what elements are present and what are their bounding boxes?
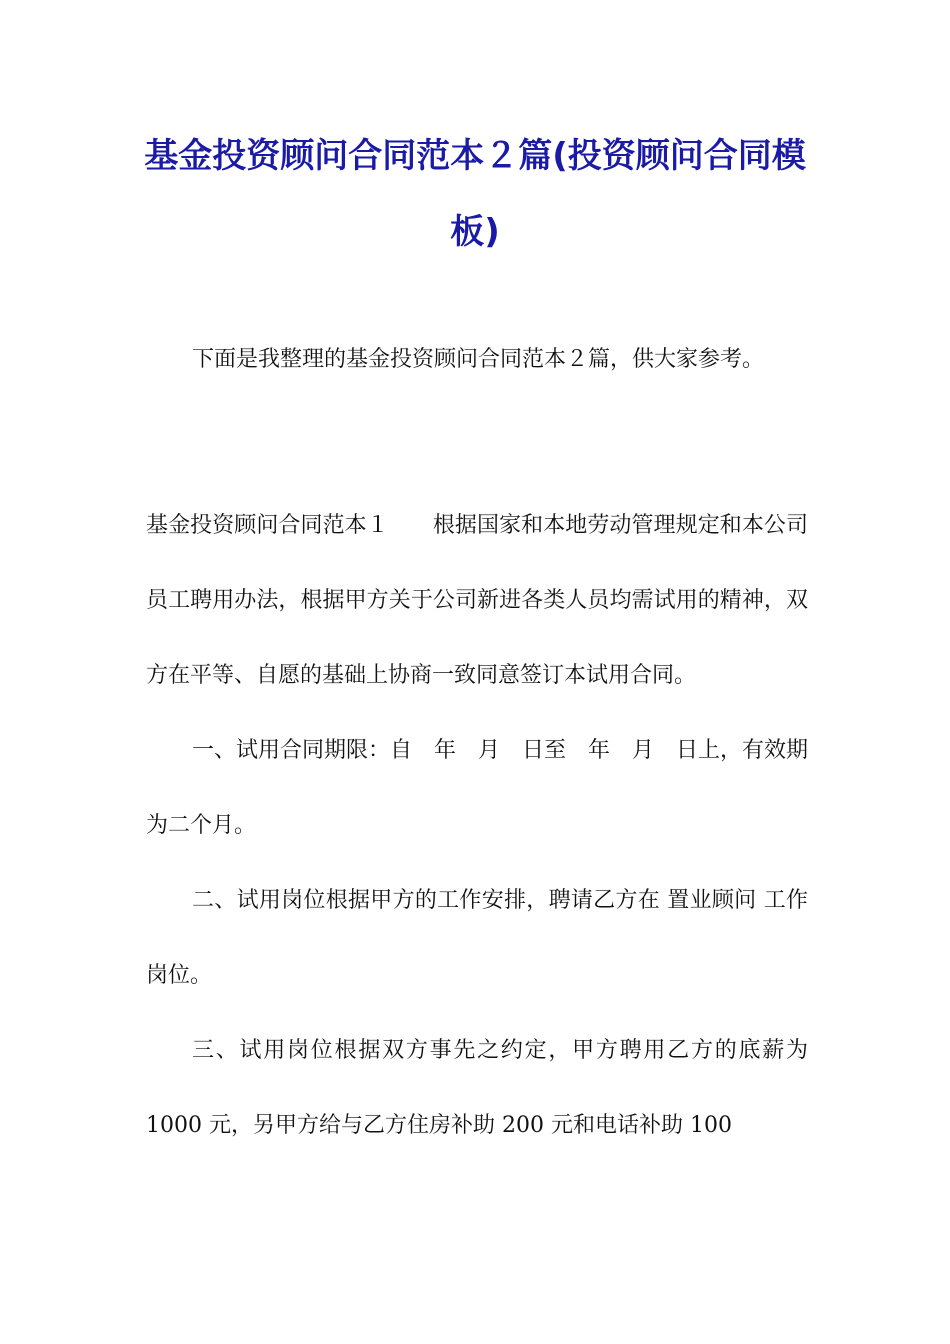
contract-body	[146, 488, 808, 1163]
contract-paragraph-3: 二、试用岗位根据甲方的工作安排，聘请乙方在 置业顾问 工作岗位。	[146, 888, 808, 988]
contract-paragraph-2: 一、试用合同期限：自 年 月 日至 年 月 日上，有效期为二个月。	[146, 738, 809, 838]
intro-paragraph: 下面是我整理的基金投资顾问合同范本２篇，供大家参考。	[192, 347, 765, 372]
paragraph-text: 根据国家和本地劳动管理规定和本公司员工聘用办法，根据甲方关于公司新进各类人员均需试用的精神，双方在平等、自愿的基础上协商一致同意签订本试用合同。	[146, 513, 808, 688]
contract-paragraph-4: 三、试用岗位根据双方事先之约定，甲方聘用乙方的底薪为 1000 元，另甲方给与乙方住房补助 200 元和电话补助 100	[146, 1038, 808, 1138]
contract-paragraph-1	[146, 488, 808, 713]
document-title: 基金投资顾问合同范本２篇(投资顾问合同模板)	[144, 136, 806, 252]
section-heading: 基金投资顾问合同范本１	[146, 513, 389, 538]
